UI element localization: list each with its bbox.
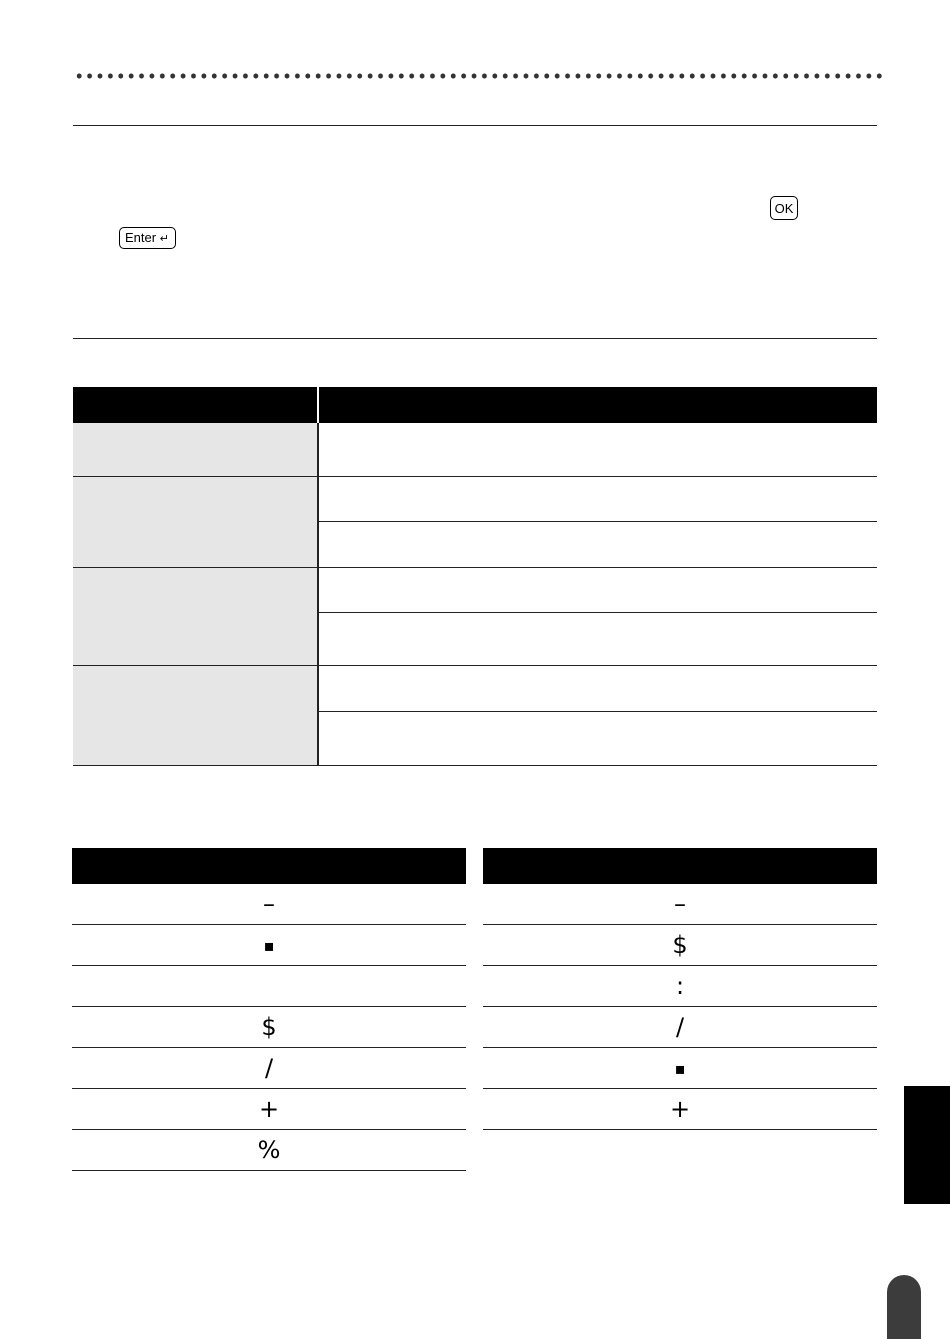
- table-row-4a-value: [318, 666, 877, 712]
- list-item: $: [483, 925, 877, 966]
- symbol-table-right-header: [483, 848, 877, 884]
- table-row-2-label: [73, 477, 317, 568]
- enter-key-label: Enter: [125, 230, 157, 245]
- list-item: $: [72, 1007, 466, 1048]
- symbol-table-left-header: [72, 848, 466, 884]
- table-row-2b-value: [318, 522, 877, 568]
- list-item: –: [72, 884, 466, 925]
- list-item: /: [483, 1007, 877, 1048]
- table-row-3a-value: [318, 568, 877, 613]
- section-rule-top: [73, 125, 877, 126]
- table-row-4-label: [73, 666, 317, 766]
- list-item: /: [72, 1048, 466, 1089]
- ok-key-icon: OK: [770, 196, 798, 220]
- list-item: +: [72, 1089, 466, 1130]
- table-column-divider: [317, 423, 319, 766]
- table-row-3-label: [73, 568, 317, 666]
- section-rule-bottom: [73, 338, 877, 339]
- list-item: –: [483, 884, 877, 925]
- list-item: ▪: [483, 1048, 877, 1089]
- settings-table-header: [73, 387, 877, 423]
- table-row-2a-value: [318, 477, 877, 522]
- table-row-1-value: [318, 423, 877, 477]
- table-row-4b-value: [318, 712, 877, 766]
- header-divider: [317, 387, 319, 423]
- list-item: :: [483, 966, 877, 1007]
- return-arrow-icon: ↵: [159, 233, 169, 245]
- list-item: ▪: [72, 925, 466, 966]
- page-number-pill: [887, 1275, 921, 1339]
- table-row-1-label: [73, 423, 317, 477]
- list-item: +: [483, 1089, 877, 1130]
- table-row-3b-value: [318, 613, 877, 666]
- enter-key-icon: [119, 227, 176, 249]
- dotted-header-rule: [74, 72, 886, 80]
- list-item: %: [72, 1130, 466, 1171]
- list-item: [72, 966, 466, 1007]
- chapter-tab: [904, 1086, 950, 1204]
